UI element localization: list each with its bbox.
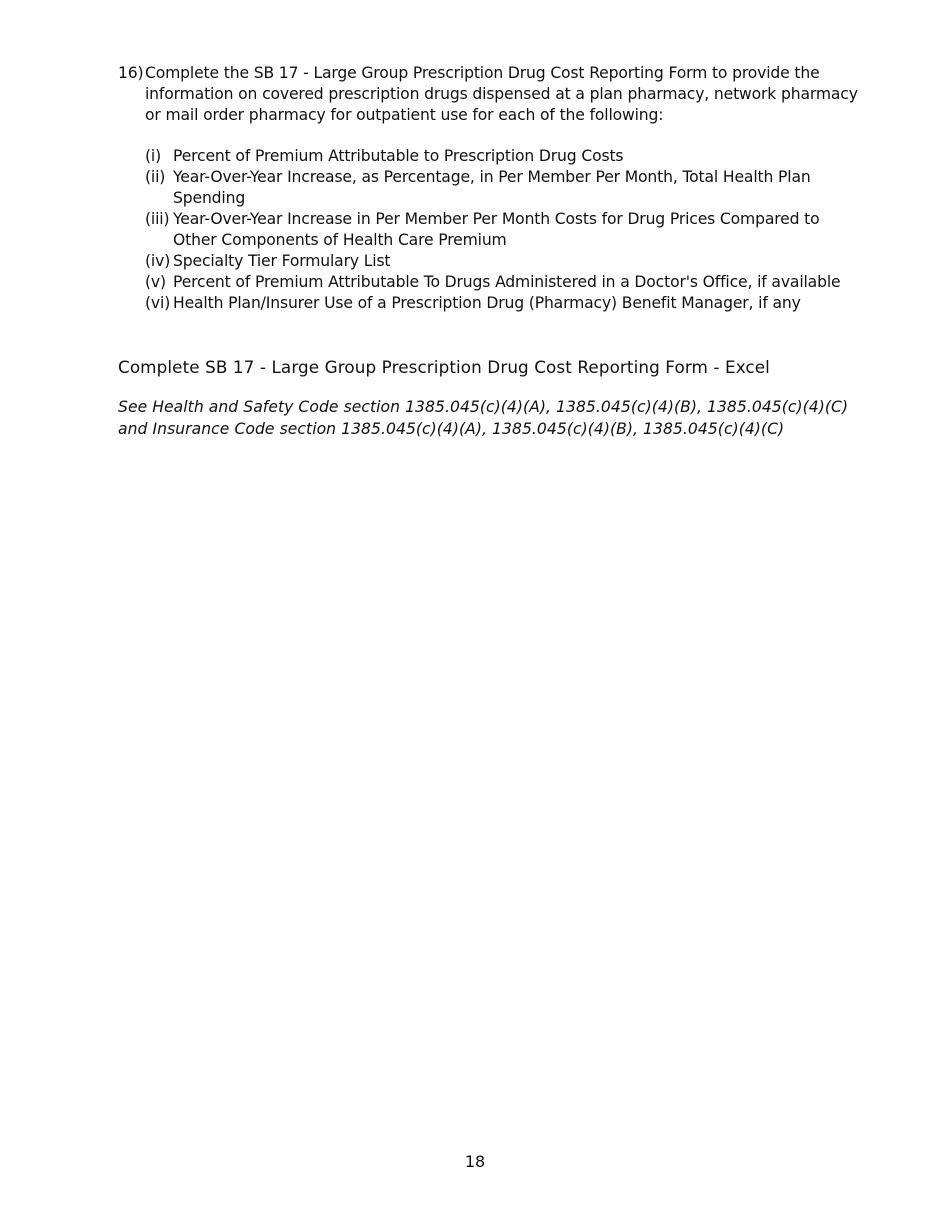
sub-item-numeral: (iv) [145, 252, 171, 270]
sub-item-list [145, 146, 860, 314]
sub-item-text: Percent of Premium Attributable to Prescription Drug Costs [173, 147, 624, 165]
sub-item [145, 209, 860, 251]
sub-item [145, 167, 860, 209]
sub-item-text: Year-Over-Year Increase, as Percentage, in Per Member Per Month, Total Health Plan Spending [173, 168, 811, 207]
numbered-item [118, 63, 858, 126]
sub-item-text: Specialty Tier Formulary List [173, 252, 391, 270]
sub-item-text: Percent of Premium Attributable To Drugs Administered in a Doctor's Office, if available [173, 273, 841, 291]
item-text: Complete the SB 17 - Large Group Prescription Drug Cost Reporting Form to provide the information on covered prescription drugs dispensed at a plan pharmacy, network pharmacy or mail order pharmacy for outpatient use for each of the following: [145, 64, 858, 124]
sub-item [145, 146, 860, 167]
sub-item-numeral: (ii) [145, 168, 166, 186]
sub-item-numeral: (iii) [145, 210, 170, 228]
sub-item [145, 251, 860, 272]
code-citation: See Health and Safety Code section 1385.045(c)(4)(A), 1385.045(c)(4)(B), 1385.045(c)(4)(C) and Insurance Code section 1385.045(c)(4)(A), 1385.045(c)(4)(B), 1385.045(c)(4)(C) [118, 398, 849, 438]
sub-item-numeral: (v) [145, 273, 166, 291]
item-number: 16) [118, 64, 144, 82]
page-number: 18 [464, 1152, 486, 1171]
sub-item-text: Health Plan/Insurer Use of a Prescription Drug (Pharmacy) Benefit Manager, if any [173, 294, 801, 312]
sub-item-numeral: (vi) [145, 294, 171, 312]
sub-item [145, 293, 860, 314]
sub-item [145, 272, 860, 293]
sub-item-text: Year-Over-Year Increase in Per Member Per Month Costs for Drug Prices Compared to Other Components of Health Care Premium [173, 210, 820, 249]
sub-item-numeral: (i) [145, 147, 162, 165]
reporting-form-link[interactable]: Complete SB 17 - Large Group Prescription Drug Cost Reporting Form - Excel [118, 357, 770, 377]
